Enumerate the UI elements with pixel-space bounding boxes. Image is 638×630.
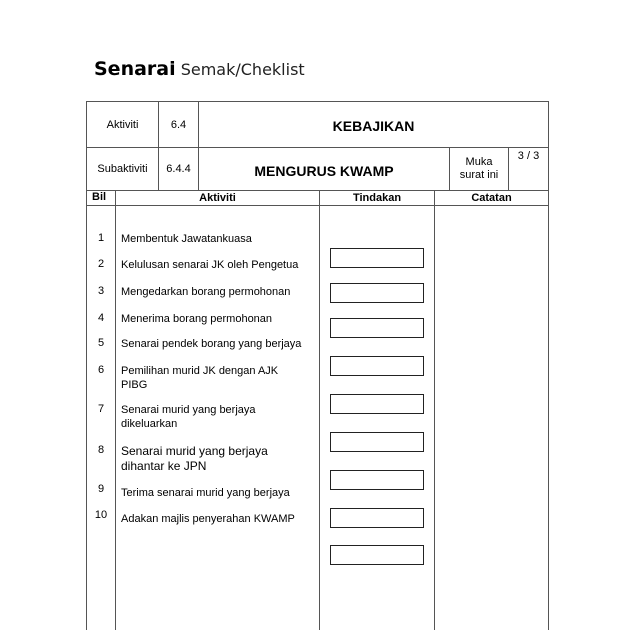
row-bil: 5 [97, 337, 105, 349]
tindakan-box[interactable] [330, 394, 424, 414]
row-aktiviti: Menerima borang permohonan [121, 313, 273, 325]
row-aktiviti: Senarai pendek borang yang berjaya [121, 338, 302, 350]
aktiviti-code: 6.4 [170, 118, 187, 131]
muka-surat-value: 3 / 3 [517, 150, 540, 162]
body-vline-aktiviti [319, 190, 320, 630]
row-aktiviti: Kelulusan senarai JK oleh Pengetua [121, 259, 299, 271]
subaktiviti-label: Subaktiviti [97, 163, 148, 175]
row-bil: 10 [94, 509, 108, 521]
col-header-catatan: Catatan [471, 191, 512, 204]
row-bil: 1 [97, 232, 105, 244]
tindakan-box[interactable] [330, 432, 424, 452]
row-bil: 6 [97, 364, 105, 376]
title-rest: Semak/Cheklist [175, 60, 305, 79]
title-bold: Senarai [94, 58, 176, 80]
col-header-aktiviti: Aktiviti [199, 191, 236, 204]
subaktiviti-code: 6.4.4 [166, 163, 191, 175]
page-title [94, 58, 305, 80]
tindakan-box[interactable] [330, 248, 424, 268]
row-bil: 8 [97, 444, 105, 456]
row-aktiviti: Adakan majlis penyerahan KWAMP [121, 513, 295, 525]
row-aktiviti: Mengedarkan borang permohonan [121, 286, 291, 298]
tindakan-box[interactable] [330, 508, 424, 528]
tindakan-box[interactable] [330, 283, 424, 303]
tindakan-box[interactable] [330, 318, 424, 338]
row-bil: 4 [97, 312, 105, 324]
row-bil: 3 [97, 285, 105, 297]
col-header-bil: Bil [92, 191, 107, 203]
muka-surat-label: Muka surat ini [459, 155, 499, 181]
row-aktiviti: Terima senarai murid yang berjaya [121, 487, 290, 499]
col-header-tindakan: Tindakan [352, 191, 402, 204]
tindakan-box[interactable] [330, 545, 424, 565]
row-bil: 2 [97, 258, 105, 270]
subaktiviti-title: MENGURUS KWAMP [254, 163, 394, 179]
row-aktiviti: Membentuk Jawatankuasa [121, 233, 252, 245]
aktiviti-title: KEBAJIKAN [332, 118, 415, 134]
body-vline-tindakan [434, 190, 435, 630]
row-aktiviti: Pemilihan murid JK dengan AJK PIBG [121, 365, 279, 391]
row-bil: 9 [97, 483, 105, 495]
tindakan-box[interactable] [330, 356, 424, 376]
row-aktiviti: Senarai murid yang berjaya dihantar ke JPN [121, 444, 268, 473]
aktiviti-label: Aktiviti [106, 118, 139, 131]
row-aktiviti: Senarai murid yang berjaya dikeluarkan [121, 404, 256, 430]
tindakan-box[interactable] [330, 470, 424, 490]
table-right-border [548, 101, 549, 630]
body-vline-bil [115, 190, 116, 630]
row-bil: 7 [97, 403, 105, 415]
column-header-bottom [86, 205, 549, 206]
